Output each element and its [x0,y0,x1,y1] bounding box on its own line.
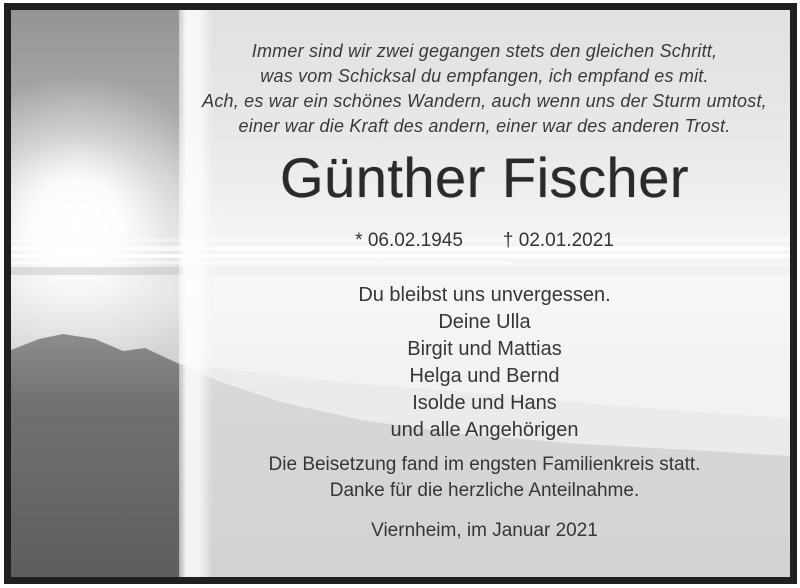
poem-line: Immer sind wir zwei gegangen stets den gleichen Schritt, [251,41,718,61]
notice-frame [4,3,797,584]
memorial-poem [179,39,790,139]
mourner-line: Isolde und Hans [412,392,557,414]
birth-date: * 06.02.1945 [355,230,463,251]
remembrance-line: Du bleibst uns unvergessen. [358,284,611,306]
funeral-note-line: Die Beisetzung fand im engsten Familienkreis statt. [268,454,701,475]
mourner-line: und alle Angehörigen [390,419,579,441]
life-dates [179,229,790,253]
mourner-line: Helga und Bernd [409,365,560,387]
poem-line: was vom Schicksal du empfangen, ich empfand es mit. [260,66,709,86]
place-and-date: Viernheim, im Januar 2021 [371,520,598,541]
funeral-note-block [179,452,790,504]
funeral-note-line: Danke für die herzliche Anteilnahme. [329,480,640,501]
death-date: † 02.01.2021 [502,230,614,251]
mourners-block [179,282,790,444]
mourner-line: Deine Ulla [438,311,531,333]
poem-line: Ach, es war ein schönes Wandern, auch wenn uns der Sturm umtost, [202,91,767,111]
poem-line: einer war die Kraft des andern, einer war des anderen Trost. [238,116,731,136]
deceased-name: Günther Fischer [280,146,689,209]
mourner-line: Birgit und Mattias [407,338,562,360]
notice-text-area [179,10,790,577]
